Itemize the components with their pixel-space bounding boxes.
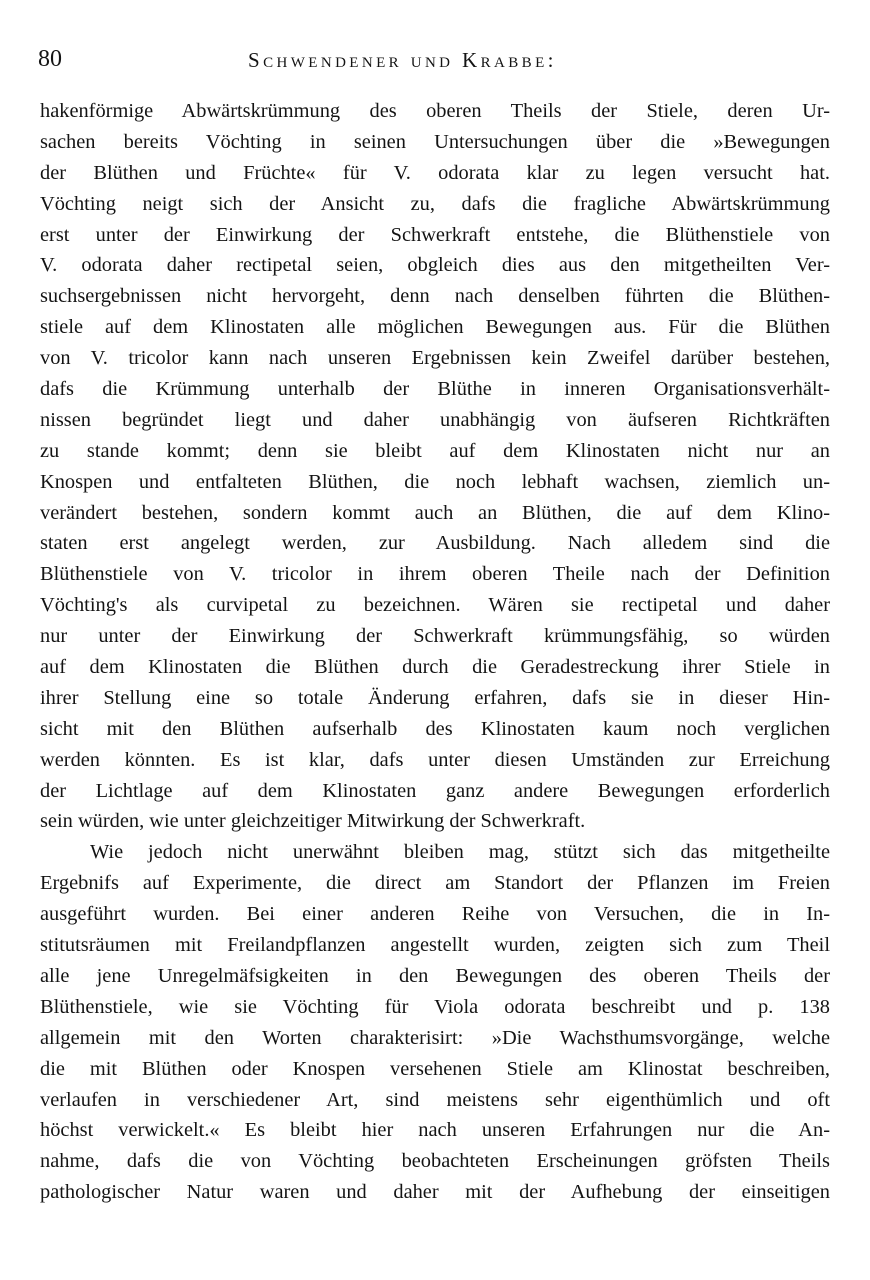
text-line: auf dem Klinostaten die Blüthen durch die Geradestreckung ihrer Stiele in [40, 656, 830, 679]
page-number: 80 [38, 46, 62, 72]
text-line: der Blüthen und Früchte« für V. odorata klar zu legen versucht hat. [40, 161, 830, 184]
text-line: Wie jedoch nicht unerwähnt bleiben mag, stützt sich das mitgetheilte [90, 841, 830, 864]
text-line: nur unter der Einwirkung der Schwerkraft krümmungsfähig, so würden [40, 625, 830, 648]
text-line: Blüthenstiele von V. tricolor in ihrem oberen Theile nach der Definition [40, 563, 830, 586]
text-line: sein würden, wie unter gleichzeitiger Mitwirkung der Schwerkraft. [40, 810, 586, 833]
text-line: V. odorata daher rectipetal seien, obgleich dies aus den mitgetheilten Ver- [40, 254, 830, 277]
text-line: nissen begründet liegt und daher unabhängig von äufseren Richtkräften [40, 408, 830, 431]
text-line: allgemein mit den Worten charakterisirt: »Die Wachsthumsvorgänge, welche [40, 1026, 830, 1049]
text-line: die mit Blüthen oder Knospen versehenen Stiele am Klinostat beschreiben, [40, 1057, 830, 1080]
text-line: der Lichtlage auf dem Klinostaten ganz andere Bewegungen erforderlich [40, 779, 830, 802]
text-line: stitutsräumen mit Freilandpflanzen angestellt wurden, zeigten sich zum Theil [40, 934, 830, 957]
text-line: Ergebnifs auf Experimente, die direct am Standort der Pflanzen im Freien [40, 872, 830, 895]
text-line: Vöchting neigt sich der Ansicht zu, dafs die fragliche Abwärtskrümmung [40, 192, 830, 215]
text-line: alle jene Unregelmäfsigkeiten in den Bewegungen des oberen Theils der [40, 964, 830, 987]
text-line: verändert bestehen, sondern kommt auch an Blüthen, die auf dem Klino- [40, 501, 830, 524]
text-line: zu stande kommt; denn sie bleibt auf dem Klinostaten nicht nur an [40, 439, 830, 462]
running-title: Schwendener und Krabbe: [248, 48, 557, 72]
text-line: suchsergebnissen nicht hervorgeht, denn nach denselben führten die Blüthen- [40, 285, 830, 308]
running-head [38, 44, 830, 78]
text-line: hakenförmige Abwärtskrümmung des oberen Theils der Stiele, deren Ur- [40, 100, 830, 122]
text-line: Blüthenstiele, wie sie Vöchting für Viola odorata beschreibt und p. 138 [40, 995, 830, 1018]
text-line: Vöchting's als curvipetal zu bezeichnen. Wären sie rectipetal und daher [40, 594, 830, 617]
text-line: höchst verwickelt.« Es bleibt hier nach unseren Erfahrungen nur die An- [40, 1119, 830, 1142]
text-line: erst unter der Einwirkung der Schwerkraft entstehe, die Blüthenstiele von [40, 223, 830, 246]
text-line: dafs die Krümmung unterhalb der Blüthe in inneren Organisationsverhält- [40, 378, 830, 401]
text-line: Knospen und entfalteten Blüthen, die noch lebhaft wachsen, ziemlich un- [40, 470, 830, 493]
text-line: pathologischer Natur waren und daher mit der Aufhebung der einseitigen [40, 1181, 830, 1204]
text-line: von V. tricolor kann nach unseren Ergebnissen kein Zweifel darüber bestehen, [40, 347, 830, 370]
text-line: nahme, dafs die von Vöchting beobachteten Erscheinungen gröfsten Theils [40, 1150, 830, 1173]
text-line: verlaufen in verschiedener Art, sind meistens sehr eigenthümlich und oft [40, 1088, 830, 1111]
text-line: sicht mit den Blüthen aufserhalb des Klinostaten kaum noch verglichen [40, 717, 830, 740]
text-line: ausgeführt wurden. Bei einer anderen Reihe von Versuchen, die in In- [40, 903, 830, 926]
body-text [40, 96, 830, 1208]
text-line: staten erst angelegt werden, zur Ausbildung. Nach alledem sind die [40, 532, 830, 555]
text-line: ihrer Stellung eine so totale Änderung erfahren, dafs sie in dieser Hin- [40, 686, 830, 709]
text-line: stiele auf dem Klinostaten alle möglichen Bewegungen aus. Für die Blüthen [40, 316, 830, 339]
text-line: sachen bereits Vöchting in seinen Untersuchungen über die »Bewegungen [40, 130, 830, 153]
text-line: werden könnten. Es ist klar, dafs unter diesen Umständen zur Erreichung [40, 748, 830, 771]
